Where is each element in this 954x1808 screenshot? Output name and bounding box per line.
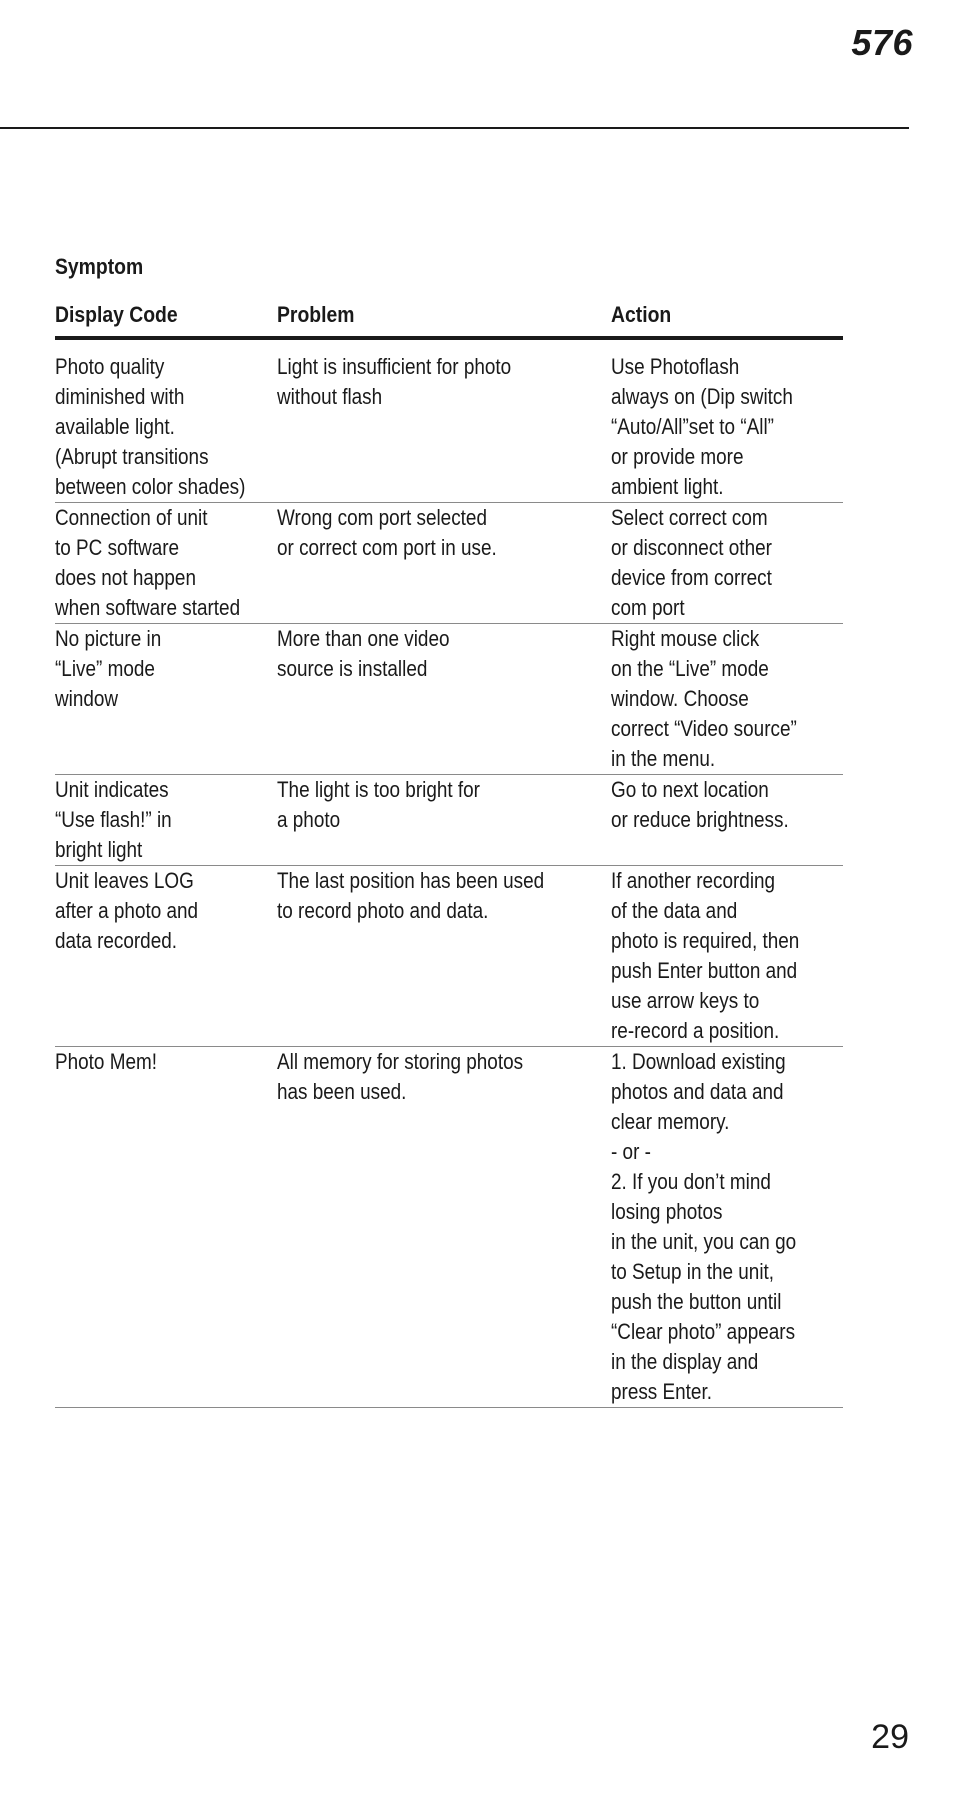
table-row [55,624,843,775]
action-cell: Select correct com or disconnect other device from correct com port [611,505,772,620]
action-cell: Use Photoflash always on (Dip switch “Auto/All”set to “All” or provide more ambient light. [611,354,793,499]
column-header-problem: Problem [277,302,355,327]
symptom-label: Symptom [55,254,144,279]
table-row [55,775,843,866]
display-code-cell: No picture in “Live” mode window [55,626,162,711]
column-header-display-code: Display Code [55,302,178,327]
problem-cell: Light is insufficient for photo without flash [277,354,512,409]
problem-cell: All memory for storing photos has been used. [277,1049,524,1104]
action-cell: Right mouse click on the “Live” mode window. Choose correct “Video source” in the menu. [611,626,797,771]
column-header-action: Action [611,302,672,327]
display-code-cell: Photo quality diminished with available light. (Abrupt transitions between color shades) [55,354,246,499]
table-header-row [55,302,843,336]
action-cell: Go to next location or reduce brightness. [611,777,789,832]
action-cell: If another recording of the data and photo is required, then push Enter button and use arrow keys to re-record a position. [611,868,800,1043]
table-row [55,352,843,503]
model-number: 576 [851,22,913,63]
problem-cell: The last position has been used to record photo and data. [277,868,545,923]
troubleshooting-table [55,254,843,1408]
table-body [55,340,843,1408]
table-row [55,866,843,1047]
display-code-cell: Unit leaves LOG after a photo and data recorded. [55,868,199,953]
display-code-cell: Connection of unit to PC software does not happen when software started [55,505,241,620]
table-row [55,1047,843,1408]
action-cell: 1. Download existing photos and data and clear memory. - or - 2. If you don’t mind losing photos in the unit, you can go to Setup in the unit, push the button until “Clear photo” appears in the display and press Enter. [611,1049,797,1404]
page-number: 29 [871,1718,909,1756]
problem-cell: The light is too bright for a photo [277,777,480,832]
table-row [55,503,843,624]
display-code-cell: Photo Mem! [55,1049,158,1074]
problem-cell: More than one video source is installed [277,626,450,681]
problem-cell: Wrong com port selected or correct com port in use. [277,505,497,560]
header-divider [0,127,909,129]
display-code-cell: Unit indicates “Use flash!” in bright light [55,777,172,862]
